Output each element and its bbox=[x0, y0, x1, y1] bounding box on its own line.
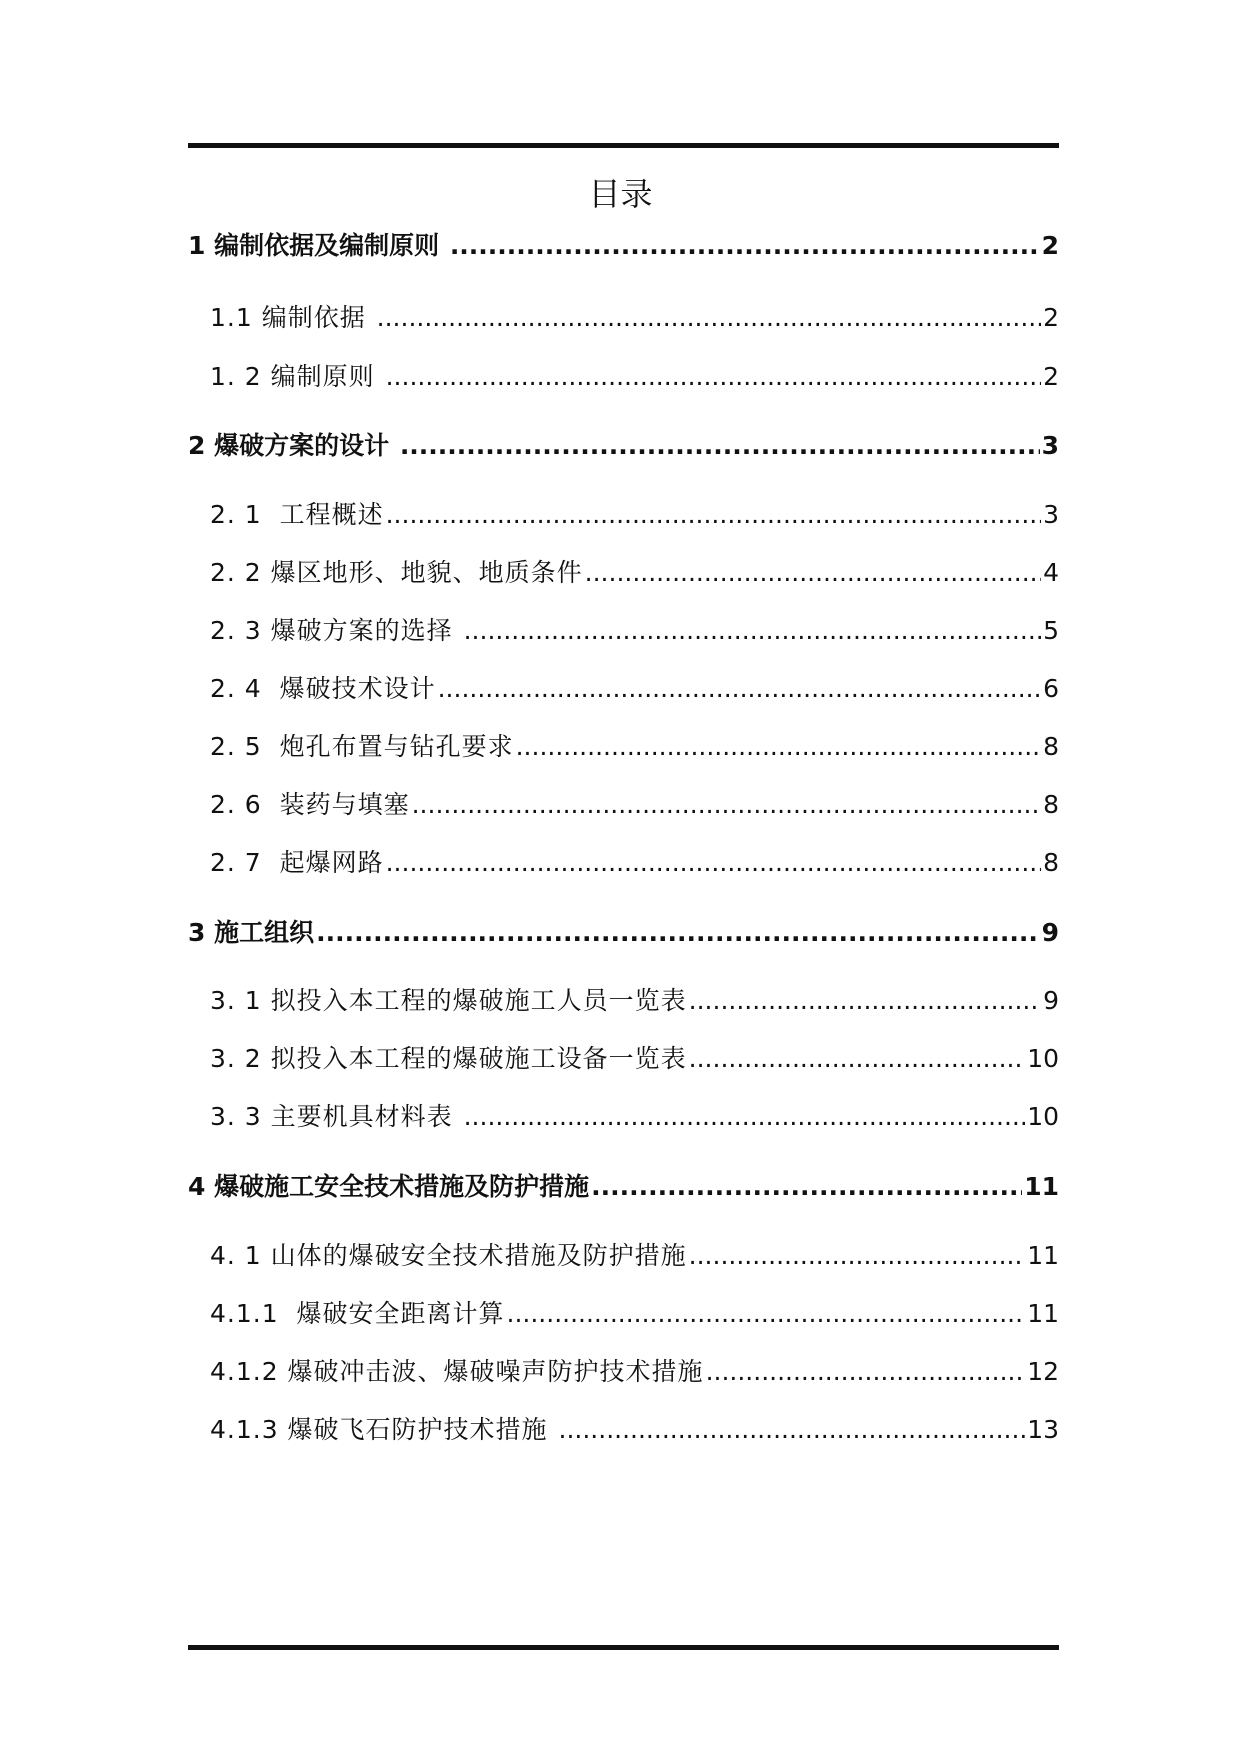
toc-entry-page: 5 bbox=[1043, 616, 1059, 645]
toc-entry-label: 2. 5 炮孔布置与钻孔要求 bbox=[210, 732, 514, 761]
toc-entry-label: 2. 6 装药与填塞 bbox=[210, 790, 410, 819]
toc-entry-label: 4. 1 山体的爆破安全技术措施及防护措施 bbox=[210, 1241, 687, 1270]
dot-leader bbox=[386, 498, 1041, 532]
dot-leader bbox=[559, 1413, 1026, 1447]
toc-entry-page: 2 bbox=[1041, 231, 1059, 260]
toc-entry-2-7[interactable] bbox=[210, 846, 1059, 880]
toc-entry-4-1[interactable] bbox=[210, 1239, 1059, 1273]
dot-leader bbox=[464, 1100, 1026, 1134]
toc-entry-2-1[interactable] bbox=[210, 498, 1059, 532]
dot-leader bbox=[412, 788, 1041, 822]
toc-entry-4-1-1[interactable] bbox=[210, 1297, 1059, 1331]
dot-leader bbox=[585, 556, 1041, 590]
toc-entry-label: 4.1.2 爆破冲击波、爆破噪声防护技术措施 bbox=[210, 1357, 704, 1386]
dot-leader bbox=[706, 1355, 1026, 1389]
toc-entry-page: 8 bbox=[1043, 848, 1059, 877]
toc-entry-label: 2. 2 爆区地形、地貌、地质条件 bbox=[210, 558, 583, 587]
toc-entry-4-1-2[interactable] bbox=[210, 1355, 1059, 1389]
toc-entry-label: 1.1 编制依据 bbox=[210, 303, 375, 332]
toc-entry-2[interactable] bbox=[188, 429, 1059, 463]
toc-entry-page: 6 bbox=[1043, 674, 1059, 703]
toc-entry-page: 9 bbox=[1041, 918, 1059, 947]
toc-title: 目录 bbox=[588, 175, 653, 213]
dot-leader bbox=[689, 1042, 1026, 1076]
toc-entry-label: 3. 1 拟投入本工程的爆破施工人员一览表 bbox=[210, 986, 687, 1015]
toc-entry-1-1[interactable] bbox=[210, 301, 1059, 335]
toc-entry-label: 2. 3 爆破方案的选择 bbox=[210, 616, 462, 645]
dot-leader bbox=[591, 1170, 1022, 1204]
dot-leader bbox=[316, 916, 1039, 950]
toc-entry-page: 2 bbox=[1043, 362, 1059, 391]
toc-entry-page: 11 bbox=[1027, 1299, 1059, 1328]
toc-entry-1[interactable] bbox=[188, 229, 1059, 263]
toc-entry-2-6[interactable] bbox=[210, 788, 1059, 822]
toc-entry-page: 3 bbox=[1041, 431, 1059, 460]
dot-leader bbox=[450, 229, 1040, 263]
toc-entry-label: 4.1.1 爆破安全距离计算 bbox=[210, 1299, 505, 1328]
toc-entry-page: 13 bbox=[1027, 1415, 1059, 1444]
toc-entry-page: 8 bbox=[1043, 732, 1059, 761]
toc-entry-label: 3. 2 拟投入本工程的爆破施工设备一览表 bbox=[210, 1044, 687, 1073]
toc-entry-4[interactable] bbox=[188, 1170, 1059, 1204]
toc-entry-page: 11 bbox=[1027, 1241, 1059, 1270]
toc-entry-2-5[interactable] bbox=[210, 730, 1059, 764]
toc-entry-label: 4 爆破施工安全技术措施及防护措施 bbox=[188, 1172, 590, 1201]
toc-entry-page: 12 bbox=[1027, 1357, 1059, 1386]
toc-entry-3-1[interactable] bbox=[210, 984, 1059, 1018]
dot-leader bbox=[516, 730, 1041, 764]
dot-leader bbox=[386, 360, 1041, 394]
toc-entry-label: 1. 2 编制原则 bbox=[210, 362, 384, 391]
dot-leader bbox=[464, 614, 1041, 648]
toc-entry-label: 2. 4 爆破技术设计 bbox=[210, 674, 436, 703]
toc-entry-4-1-3[interactable] bbox=[210, 1413, 1059, 1447]
toc-entry-page: 3 bbox=[1043, 500, 1059, 529]
toc-entry-3-3[interactable] bbox=[210, 1100, 1059, 1134]
dot-leader bbox=[507, 1297, 1026, 1331]
toc-entry-page: 9 bbox=[1043, 986, 1059, 1015]
dot-leader bbox=[438, 672, 1041, 706]
toc-entry-2-2[interactable] bbox=[210, 556, 1059, 590]
toc-entry-page: 10 bbox=[1027, 1102, 1059, 1131]
toc-entry-page: 8 bbox=[1043, 790, 1059, 819]
toc-entry-label: 2. 1 工程概述 bbox=[210, 500, 384, 529]
toc-entry-page: 2 bbox=[1043, 303, 1059, 332]
dot-leader bbox=[386, 846, 1041, 880]
toc-entry-label: 1 编制依据及编制原则 bbox=[188, 231, 448, 260]
toc-entry-label: 4.1.3 爆破飞石防护技术措施 bbox=[210, 1415, 557, 1444]
toc-entry-label: 2. 7 起爆网路 bbox=[210, 848, 384, 877]
toc-entry-3-2[interactable] bbox=[210, 1042, 1059, 1076]
toc-entry-page: 4 bbox=[1043, 558, 1059, 587]
toc-entry-label: 2 爆破方案的设计 bbox=[188, 431, 398, 460]
toc-entry-2-4[interactable] bbox=[210, 672, 1059, 706]
bottom-rule bbox=[188, 1645, 1059, 1650]
toc-entry-page: 10 bbox=[1027, 1044, 1059, 1073]
toc-entry-label: 3 施工组织 bbox=[188, 918, 315, 947]
dot-leader bbox=[377, 301, 1041, 335]
toc-entry-2-3[interactable] bbox=[210, 614, 1059, 648]
toc-entry-label: 3. 3 主要机具材料表 bbox=[210, 1102, 462, 1131]
dot-leader bbox=[689, 984, 1041, 1018]
dot-leader bbox=[689, 1239, 1026, 1273]
toc-entry-1-2[interactable] bbox=[210, 360, 1059, 394]
dot-leader bbox=[400, 429, 1040, 463]
toc-entry-3[interactable] bbox=[188, 916, 1059, 950]
toc-entry-page: 11 bbox=[1024, 1172, 1059, 1201]
